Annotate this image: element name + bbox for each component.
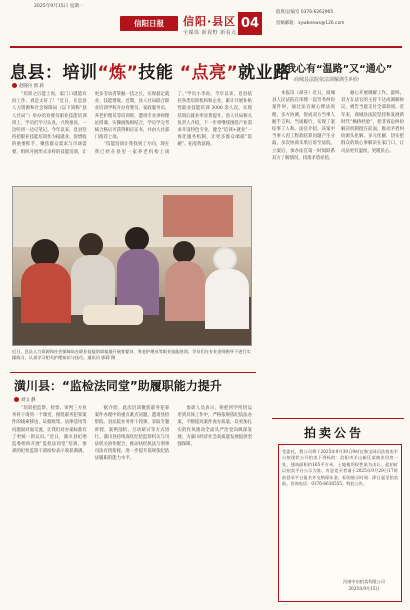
lead-byline: 赵晓丹 郭 莉 — [12, 83, 44, 89]
person-head — [173, 241, 195, 263]
lead-paragraph: “技能培训让我找到了方向，现在我已经在县里一家养老机构上岗了。”学员小李说。今年以来，息县依托各类培训机构和企业，累计开展补贴性职业技能培训 3000 余人次，实现培训后就业率显著提升。县人社局相关负责人介绍，下一步将继续围绕产业需求开设特色专业，健全“培训+就业”一体化服务机制，让更多群众端稳“饭碗”、拓宽致富路。 — [94, 92, 252, 155]
contact-info — [276, 7, 344, 29]
headline-part: 技能 — [138, 63, 180, 83]
nurse-cap — [213, 247, 237, 271]
auction-date: 2025年9月15日 — [348, 586, 380, 591]
right-article-body — [272, 90, 404, 410]
auction-body: 受委托，我公司将于2025年9月30日9时在淘宝网司法拍卖平台按现状公开拍卖下列标的：信阳市羊山新区某商业用房一处，建筑面积约165平方米，土地使用权性质为出让。起拍价以拍卖平台公示为准。有意竞买者请于2025年9月29日17时前登录平台报名并交纳保证金。标的展示时间：即日起至拍卖前。咨询电话：0376-6636555。特此公告。 — [282, 449, 398, 487]
second-paragraph: “培训把监察、检察、审判三方业务骨干请到一个课堂，围绕职务犯罪案件的线索移送、证据收集、法律适用等问题面对面交流，让我们对办案标准有了更统一的认识。”近日，潢川县纪委监委组织开展“监检法同堂”培训，参训的纪检监察干部纷纷表示收获满满。 — [12, 406, 87, 455]
person-head — [125, 227, 149, 251]
headline-accent: “点亮” — [179, 63, 239, 83]
section-divider — [272, 418, 404, 419]
page-number: 04 — [238, 12, 262, 35]
right-subheadline: 商城县法院依法调解满生纠纷 — [294, 77, 360, 83]
email: 投稿邮箱：xywbnews@126.com — [276, 21, 345, 26]
auction-company: 河南中启拍卖有限公司 — [343, 579, 385, 584]
masthead-divider — [10, 46, 402, 48]
person-body — [205, 269, 249, 329]
section-tagline: 全媒体 新视野 新看点 — [183, 30, 237, 36]
page-header — [0, 0, 410, 52]
lead-headline[interactable] — [10, 58, 291, 83]
second-paragraph: 据介绍，此次培训聚焦职务犯罪案件办理中的重点难点问题，邀请县检察院、县法院业务骨干授课，采取专题讲授、案例剖析、互动研讨等方式进行。潢川县持续深化纪检监察机关与司法机关协作配合，推动执纪执法与刑事司法有机衔接，进一步提升依规依纪依法履职的能力水平。 — [94, 406, 170, 462]
newspaper-logo: 信阳日报 — [120, 16, 178, 31]
second-paragraph: 参训人员表示，将把所学所悟运用到具体工作中，严格依规依纪依法办案，不断提高案件查办质量，以更加扎实的作风推动全面从严治党向纵深发展，为潢川经济社会高质量发展提供坚强保障。 — [177, 406, 252, 448]
person-head — [79, 233, 103, 257]
lead-paragraph: “培训之后能上岗，家门口就能有份工作，真是太好了！”近日，在息县人力资源和社会保障局（以下简称“县人社局”）举办的育婴员职业技能培训班上，学员们学习认真、兴致很高，一边听讲一边记笔记。今年以来，息县坚持把职业技能培训作为稳就业、促增收的重要抓手，聚焦群众需求与市场需要，组织开展形式多样的技能培训，让更多劳动者掌握一技之长，实现稳定就业、技能增收。近期，县人社局联合职业培训学校开办育婴员、家政服务员、养老护理员等培训班，邀请专业讲师理论授课、实操演练相结合，学员学完考核合格后可获得相应证书，并由人社部门推荐上岗。 — [12, 92, 170, 155]
person-body — [21, 263, 71, 323]
headline-accent: “炼” — [97, 63, 139, 83]
second-article-body — [12, 405, 252, 605]
issue-date: 2025年9月15日 星期一 — [34, 4, 84, 9]
second-byline: 刘文 静 — [14, 397, 36, 403]
right-paragraph: 本报讯（胡芬）近日，商城县人民法院在审理一起劳务纠纷案件时，通过法官耐心释法说理、多方协调，促成双方当事人握手言和、当场履行，实现了案结事了人和。法官介绍，该案中当事人因工程款结算问题产生分歧，多次协商未果后诉至法院。立案后，承办法官第一时间联系双方了解情况，找准矛盾症结， — [272, 91, 335, 161]
lead-photo-caption: 近日，息县人力资源和社会保障局在职业技能培训基地开展育婴员、养老护理员等职业技能培训，学员们在专业老师指导下进行实操练习，认真学习相关护理知识与技巧。通讯员 郭莉 摄 — [12, 349, 251, 361]
auction-title[interactable]: 拍卖公告 — [304, 426, 365, 440]
second-headline[interactable]: 潢川县：“监检法同堂”助履职能力提升 — [14, 379, 222, 393]
right-paragraph: 耐心开展调解工作。最终，双方在法官的主持下达成调解协议，被告当庭支付全部款项。近年来，商城县法院坚持和发展新时代“枫桥经验”，把非诉讼纠纷解决机制挺在前面，推动矛盾纠纷源头化解、多元化解，切实把群众的烦心事解决在家门口，让司法更有温度、更暖民心。 — [341, 91, 404, 154]
section-divider — [10, 372, 256, 373]
person-body — [165, 261, 205, 321]
lead-article-body — [12, 91, 252, 183]
lead-photo[interactable] — [12, 186, 252, 346]
section-title: 信阳·县区 — [183, 15, 237, 28]
hotline: 值班/总编室 0376-6262965 — [276, 10, 334, 15]
headline-part: 就业路 — [238, 63, 291, 83]
right-headline[interactable]: 让我心有“温路”又“通心” — [276, 64, 393, 75]
training-doll — [83, 305, 143, 325]
headline-part: 息县：培训 — [10, 63, 98, 83]
photo-banner — [163, 195, 233, 237]
